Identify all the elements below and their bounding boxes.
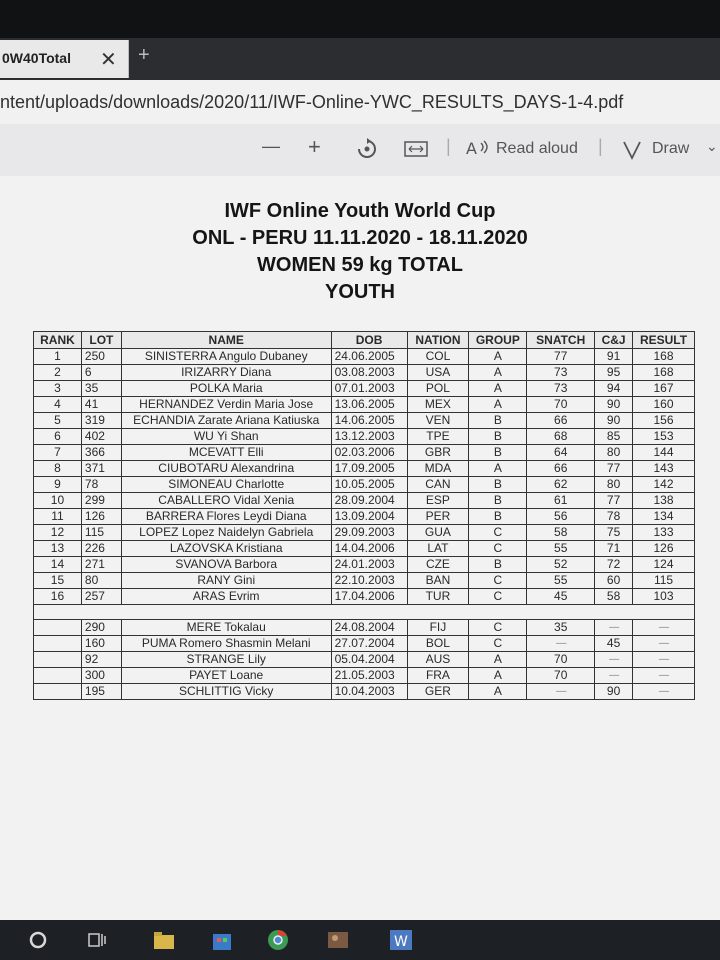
cell-result: 142 <box>633 477 695 493</box>
age-group-title: YOUTH <box>325 281 395 303</box>
draw-icon[interactable] <box>622 140 642 165</box>
category-title: WOMEN 59 kg TOTAL <box>257 254 463 276</box>
cell-cj: ----- <box>595 620 633 636</box>
cell-snatch: 62 <box>527 477 595 493</box>
cell-dob: 17.09.2005 <box>331 461 407 477</box>
cell-snatch: 61 <box>527 493 595 509</box>
cell-dob: 28.09.2004 <box>331 493 407 509</box>
cell-result: 153 <box>633 429 695 445</box>
cell-rank: 14 <box>34 557 82 573</box>
cell-snatch: 77 <box>527 349 595 365</box>
cell-nation: ESP <box>407 493 469 509</box>
table-row <box>34 349 695 365</box>
cell-dob: 05.04.2004 <box>331 652 407 668</box>
cell-cj: 90 <box>595 397 633 413</box>
draw-button[interactable]: Draw <box>652 140 690 157</box>
cell-snatch: 66 <box>527 413 595 429</box>
cell-rank <box>34 652 82 668</box>
cell-result: ----- <box>633 684 695 700</box>
cell-cj: 60 <box>595 573 633 589</box>
cell-result: 134 <box>633 509 695 525</box>
cell-nation: LAT <box>407 541 469 557</box>
cell-nation: PER <box>407 509 469 525</box>
cell-lot: 6 <box>81 365 121 381</box>
table-row <box>34 381 695 397</box>
cell-name: RANY Gini <box>121 573 331 589</box>
read-aloud-icon[interactable] <box>466 138 492 163</box>
cell-nation: TUR <box>407 589 469 605</box>
cell-cj: 45 <box>595 636 633 652</box>
cell-group: A <box>469 652 527 668</box>
cell-group: C <box>469 541 527 557</box>
cell-snatch: ----- <box>527 684 595 700</box>
results-table <box>33 331 695 700</box>
event-location-dates: ONL - PERU 11.11.2020 - 18.11.2020 <box>192 227 528 249</box>
cell-group: C <box>469 620 527 636</box>
cell-lot: 257 <box>81 589 121 605</box>
column-header-rank: RANK <box>34 332 82 349</box>
cell-rank: 8 <box>34 461 82 477</box>
table-row <box>34 397 695 413</box>
read-aloud-button[interactable]: Read aloud <box>496 140 578 157</box>
table-row <box>34 413 695 429</box>
cell-rank: 16 <box>34 589 82 605</box>
cell-group: A <box>469 381 527 397</box>
cell-result: 167 <box>633 381 695 397</box>
cell-name: PUMA Romero Shasmin Melani <box>121 636 331 652</box>
cell-rank: 11 <box>34 509 82 525</box>
address-bar[interactable] <box>0 80 720 125</box>
cell-cj: ----- <box>595 652 633 668</box>
cell-group: B <box>469 509 527 525</box>
cell-result: ----- <box>633 668 695 684</box>
cell-name: SCHLITTIG Vicky <box>121 684 331 700</box>
table-row <box>34 636 695 652</box>
cell-group: A <box>469 461 527 477</box>
new-tab-button[interactable]: + <box>138 44 150 66</box>
cell-nation: VEN <box>407 413 469 429</box>
browser-tab[interactable] <box>0 40 129 78</box>
cell-group: B <box>469 445 527 461</box>
section-separator <box>34 605 695 620</box>
document-header <box>100 198 620 306</box>
column-header-name: NAME <box>121 332 331 349</box>
cell-cj: 85 <box>595 429 633 445</box>
cell-result: 126 <box>633 541 695 557</box>
cell-snatch: 58 <box>527 525 595 541</box>
table-row <box>34 684 695 700</box>
cell-cj: 58 <box>595 589 633 605</box>
search-icon[interactable] <box>28 928 52 952</box>
cell-dob: 10.05.2005 <box>331 477 407 493</box>
cell-dob: 24.01.2003 <box>331 557 407 573</box>
table-row <box>34 620 695 636</box>
cell-dob: 14.04.2006 <box>331 541 407 557</box>
cell-cj: 80 <box>595 477 633 493</box>
cell-name: LOPEZ Lopez Naidelyn Gabriela <box>121 525 331 541</box>
cell-lot: 160 <box>81 636 121 652</box>
cell-lot: 115 <box>81 525 121 541</box>
cell-lot: 402 <box>81 429 121 445</box>
cell-rank: 1 <box>34 349 82 365</box>
cell-rank: 13 <box>34 541 82 557</box>
table-row <box>34 652 695 668</box>
cell-nation: USA <box>407 365 469 381</box>
cell-group: C <box>469 589 527 605</box>
cell-name: CIUBOTARU Alexandrina <box>121 461 331 477</box>
table-row <box>34 589 695 605</box>
table-row <box>34 573 695 589</box>
cell-lot: 299 <box>81 493 121 509</box>
cell-nation: POL <box>407 381 469 397</box>
cell-lot: 300 <box>81 668 121 684</box>
cell-result: ----- <box>633 620 695 636</box>
cell-rank: 2 <box>34 365 82 381</box>
cell-lot: 35 <box>81 381 121 397</box>
table-row <box>34 429 695 445</box>
cell-group: A <box>469 684 527 700</box>
cell-result: ----- <box>633 652 695 668</box>
cell-group: A <box>469 349 527 365</box>
cell-rank <box>34 668 82 684</box>
column-header-lot: LOT <box>81 332 121 349</box>
column-header-group: GROUP <box>469 332 527 349</box>
cell-snatch: 70 <box>527 668 595 684</box>
cell-name: POLKA Maria <box>121 381 331 397</box>
column-header-snatch: SNATCH <box>527 332 595 349</box>
cell-nation: FIJ <box>407 620 469 636</box>
cell-cj: 75 <box>595 525 633 541</box>
zoom-out-button[interactable]: — <box>262 136 280 156</box>
cell-group: B <box>469 493 527 509</box>
cell-group: C <box>469 636 527 652</box>
svg-text:A: A <box>466 139 477 158</box>
cell-dob: 13.06.2005 <box>331 397 407 413</box>
cell-snatch: 68 <box>527 429 595 445</box>
table-header-row <box>34 332 695 349</box>
cell-name: PAYET Loane <box>121 668 331 684</box>
cell-snatch: 45 <box>527 589 595 605</box>
chrome-icon[interactable] <box>266 928 290 952</box>
cell-lot: 78 <box>81 477 121 493</box>
cell-rank <box>34 620 82 636</box>
cell-dob: 22.10.2003 <box>331 573 407 589</box>
cell-lot: 92 <box>81 652 121 668</box>
cell-snatch: ----- <box>527 636 595 652</box>
cell-dob: 07.01.2003 <box>331 381 407 397</box>
cell-group: A <box>469 668 527 684</box>
cell-result: 103 <box>633 589 695 605</box>
cell-cj: ----- <box>595 668 633 684</box>
cell-name: BARRERA Flores Leydi Diana <box>121 509 331 525</box>
cell-result: 115 <box>633 573 695 589</box>
cell-lot: 371 <box>81 461 121 477</box>
cell-result: 168 <box>633 349 695 365</box>
photos-icon[interactable] <box>326 928 350 952</box>
cell-cj: 80 <box>595 445 633 461</box>
cell-result: 168 <box>633 365 695 381</box>
cell-result: 144 <box>633 445 695 461</box>
cell-nation: CAN <box>407 477 469 493</box>
cell-name: STRANGE Lily <box>121 652 331 668</box>
cell-lot: 271 <box>81 557 121 573</box>
cell-lot: 80 <box>81 573 121 589</box>
cell-group: B <box>469 477 527 493</box>
table-row <box>34 493 695 509</box>
pdf-toolbar: — + | A Read aloud | Draw ⌄ <box>0 124 720 177</box>
cell-name: SVANOVA Barbora <box>121 557 331 573</box>
cell-group: C <box>469 525 527 541</box>
cell-snatch: 55 <box>527 573 595 589</box>
cell-result: 133 <box>633 525 695 541</box>
cell-dob: 14.06.2005 <box>331 413 407 429</box>
cell-group: C <box>469 573 527 589</box>
cell-dob: 27.07.2004 <box>331 636 407 652</box>
cell-cj: 95 <box>595 365 633 381</box>
cell-dob: 17.04.2006 <box>331 589 407 605</box>
cell-snatch: 70 <box>527 652 595 668</box>
cell-name: HERNANDEZ Verdin Maria Jose <box>121 397 331 413</box>
zoom-in-button[interactable]: + <box>308 134 321 159</box>
cell-snatch: 55 <box>527 541 595 557</box>
cell-result: 138 <box>633 493 695 509</box>
file-explorer-icon[interactable] <box>152 928 176 952</box>
cell-name: LAZOVSKA Kristiana <box>121 541 331 557</box>
cell-snatch: 66 <box>527 461 595 477</box>
cell-nation: GUA <box>407 525 469 541</box>
cell-cj: 77 <box>595 461 633 477</box>
cell-lot: 226 <box>81 541 121 557</box>
table-row <box>34 445 695 461</box>
column-header-nation: NATION <box>407 332 469 349</box>
cell-snatch: 73 <box>527 365 595 381</box>
cell-group: B <box>469 429 527 445</box>
chevron-down-icon[interactable]: ⌄ <box>706 138 718 154</box>
table-row <box>34 525 695 541</box>
cell-dob: 21.05.2003 <box>331 668 407 684</box>
cell-cj: 94 <box>595 381 633 397</box>
cell-lot: 290 <box>81 620 121 636</box>
cell-snatch: 52 <box>527 557 595 573</box>
cell-rank: 6 <box>34 429 82 445</box>
close-tab-icon[interactable]: ✕ <box>100 49 117 71</box>
cell-name: ARAS Evrim <box>121 589 331 605</box>
cell-name: MERE Tokalau <box>121 620 331 636</box>
cell-result: 124 <box>633 557 695 573</box>
table-body <box>34 349 695 700</box>
cell-name: SINISTERRA Angulo Dubaney <box>121 349 331 365</box>
cell-name: ECHANDIA Zarate Ariana Katiuska <box>121 413 331 429</box>
cell-cj: 71 <box>595 541 633 557</box>
cell-nation: MDA <box>407 461 469 477</box>
store-icon[interactable] <box>210 928 234 952</box>
table-row <box>34 365 695 381</box>
cell-name: IRIZARRY Diana <box>121 365 331 381</box>
cell-group: B <box>469 557 527 573</box>
pdf-page <box>0 176 720 920</box>
tab-title: 0W40Total <box>2 50 71 66</box>
cell-rank: 15 <box>34 573 82 589</box>
cell-lot: 41 <box>81 397 121 413</box>
cell-group: B <box>469 413 527 429</box>
cell-lot: 250 <box>81 349 121 365</box>
cell-snatch: 56 <box>527 509 595 525</box>
table-row <box>34 668 695 684</box>
cell-nation: BAN <box>407 573 469 589</box>
task-view-icon[interactable] <box>86 928 110 952</box>
address-url[interactable]: ntent/uploads/downloads/2020/11/IWF-Online-YWC_RESULTS_DAYS-1-4.pdf <box>0 92 624 112</box>
cell-rank <box>34 684 82 700</box>
cell-dob: 13.09.2004 <box>331 509 407 525</box>
table-row <box>34 477 695 493</box>
column-header-dob: DOB <box>331 332 407 349</box>
svg-text:W: W <box>394 934 408 950</box>
cell-nation: FRA <box>407 668 469 684</box>
cell-name: CABALLERO Vidal Xenia <box>121 493 331 509</box>
cell-dob: 24.06.2005 <box>331 349 407 365</box>
cell-dob: 29.09.2003 <box>331 525 407 541</box>
cell-name: SIMONEAU Charlotte <box>121 477 331 493</box>
cell-dob: 03.08.2003 <box>331 365 407 381</box>
cell-rank: 12 <box>34 525 82 541</box>
table-row <box>34 461 695 477</box>
column-header-cj: C&J <box>595 332 633 349</box>
cell-rank: 9 <box>34 477 82 493</box>
cell-lot: 319 <box>81 413 121 429</box>
fit-page-icon[interactable] <box>404 140 428 163</box>
cell-name: MCEVATT Elli <box>121 445 331 461</box>
cell-group: A <box>469 397 527 413</box>
cell-result: 160 <box>633 397 695 413</box>
cell-snatch: 64 <box>527 445 595 461</box>
cell-lot: 126 <box>81 509 121 525</box>
cell-cj: 90 <box>595 413 633 429</box>
cell-nation: BOL <box>407 636 469 652</box>
cell-dob: 24.08.2004 <box>331 620 407 636</box>
cell-rank: 3 <box>34 381 82 397</box>
cell-cj: 77 <box>595 493 633 509</box>
cell-nation: MEX <box>407 397 469 413</box>
table-row <box>34 541 695 557</box>
cell-snatch: 70 <box>527 397 595 413</box>
cell-name: WU Yi Shan <box>121 429 331 445</box>
cell-rank: 5 <box>34 413 82 429</box>
cell-result: 156 <box>633 413 695 429</box>
cell-nation: TPE <box>407 429 469 445</box>
cell-rank: 7 <box>34 445 82 461</box>
table-row <box>34 509 695 525</box>
cell-nation: GBR <box>407 445 469 461</box>
cell-rank: 10 <box>34 493 82 509</box>
cell-group: A <box>469 365 527 381</box>
cell-nation: COL <box>407 349 469 365</box>
rotate-icon[interactable] <box>356 138 378 165</box>
document-title: IWF Online Youth World Cup <box>224 200 496 222</box>
cell-result: 143 <box>633 461 695 477</box>
column-header-result: RESULT <box>633 332 695 349</box>
cell-result: ----- <box>633 636 695 652</box>
cell-snatch: 35 <box>527 620 595 636</box>
cell-rank <box>34 636 82 652</box>
cell-nation: CZE <box>407 557 469 573</box>
cell-cj: 72 <box>595 557 633 573</box>
cell-nation: GER <box>407 684 469 700</box>
cell-snatch: 73 <box>527 381 595 397</box>
cell-rank: 4 <box>34 397 82 413</box>
cell-cj: 78 <box>595 509 633 525</box>
cell-cj: 91 <box>595 349 633 365</box>
cell-dob: 02.03.2006 <box>331 445 407 461</box>
word-icon[interactable] <box>388 928 412 952</box>
cell-dob: 10.04.2003 <box>331 684 407 700</box>
separator-cell <box>34 605 695 620</box>
cell-dob: 13.12.2003 <box>331 429 407 445</box>
cell-cj: 90 <box>595 684 633 700</box>
cell-lot: 195 <box>81 684 121 700</box>
cell-lot: 366 <box>81 445 121 461</box>
table-row <box>34 557 695 573</box>
cell-nation: AUS <box>407 652 469 668</box>
